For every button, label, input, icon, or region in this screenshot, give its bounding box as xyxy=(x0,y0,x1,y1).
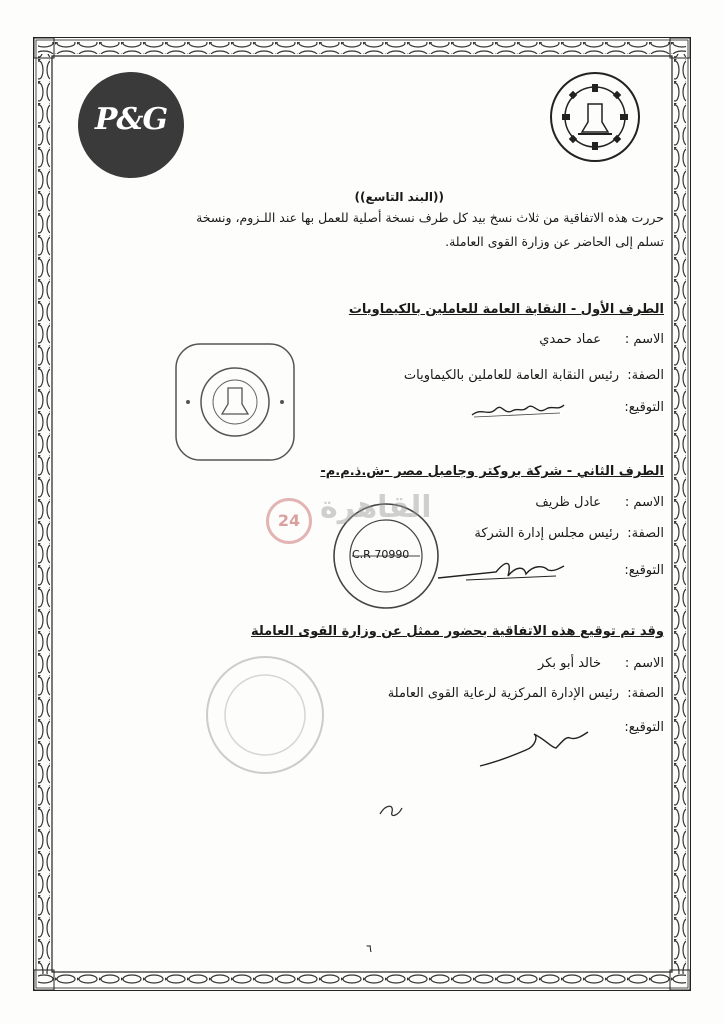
party2-signature-icon xyxy=(436,556,566,586)
ministry-title-label: الصفة: xyxy=(627,686,664,701)
party2-title: رئيس مجلس إدارة الشركة xyxy=(474,526,619,541)
ministry-signature-label: التوقيع: xyxy=(624,720,664,735)
clause-title: ((البند التاسع)) xyxy=(354,190,444,204)
party2-name-label: الاسم : xyxy=(624,495,664,510)
watermark-badge: 24 xyxy=(266,498,312,544)
clause-body-line2: تسلم إلى الحاضر عن وزارة القوى العاملة. xyxy=(445,234,664,249)
party2-signature-label: التوقيع: xyxy=(624,563,664,578)
party1-name-label: الاسم : xyxy=(624,332,664,347)
party2-heading: الطرف الثاني - شركة بروكتر وجامبل مصر -ش.ذ.م.م- xyxy=(320,464,664,479)
party2-title-label: الصفة: xyxy=(627,526,664,541)
ministry-name: خالد أبو بكر xyxy=(538,656,601,671)
ministry-heading: وقد تم توقيع هذه الاتفاقية بحضور ممثل عن وزارة القوى العاملة xyxy=(250,624,664,639)
ministry-name-label: الاسم : xyxy=(624,656,664,671)
party1-name: عماد حمدي xyxy=(539,332,601,347)
union-stamp-icon xyxy=(170,338,300,466)
party1-signature-label: التوقيع: xyxy=(624,400,664,415)
ministry-stamp-icon xyxy=(200,650,330,780)
page-number: ٦ xyxy=(366,942,372,955)
party1-title-label: الصفة: xyxy=(627,368,664,383)
ministry-signature-icon xyxy=(476,722,596,772)
initials-scribble-icon xyxy=(376,800,406,820)
watermark-brand: القاهرة xyxy=(320,490,432,525)
party1-title: رئيس النقابة العامة للعاملين بالكيماويات xyxy=(403,368,619,383)
company-stamp-number: C.R 70990 xyxy=(352,548,410,561)
pg-logo: P&G xyxy=(78,72,184,178)
ministry-title: رئيس الإدارة المركزية لرعاية القوى العاملة xyxy=(387,686,619,701)
party1-heading: الطرف الأول - النقابة العامة للعاملين بالكيماويات xyxy=(348,302,664,317)
clause-body-line1: حررت هذه الاتفاقية من ثلاث نسخ بيد كل طرف نسخة أصلية للعمل بها عند اللـزوم، ونسخة xyxy=(196,210,664,225)
party1-signature-icon xyxy=(468,395,568,421)
party2-name: عادل ظريف xyxy=(535,495,601,510)
